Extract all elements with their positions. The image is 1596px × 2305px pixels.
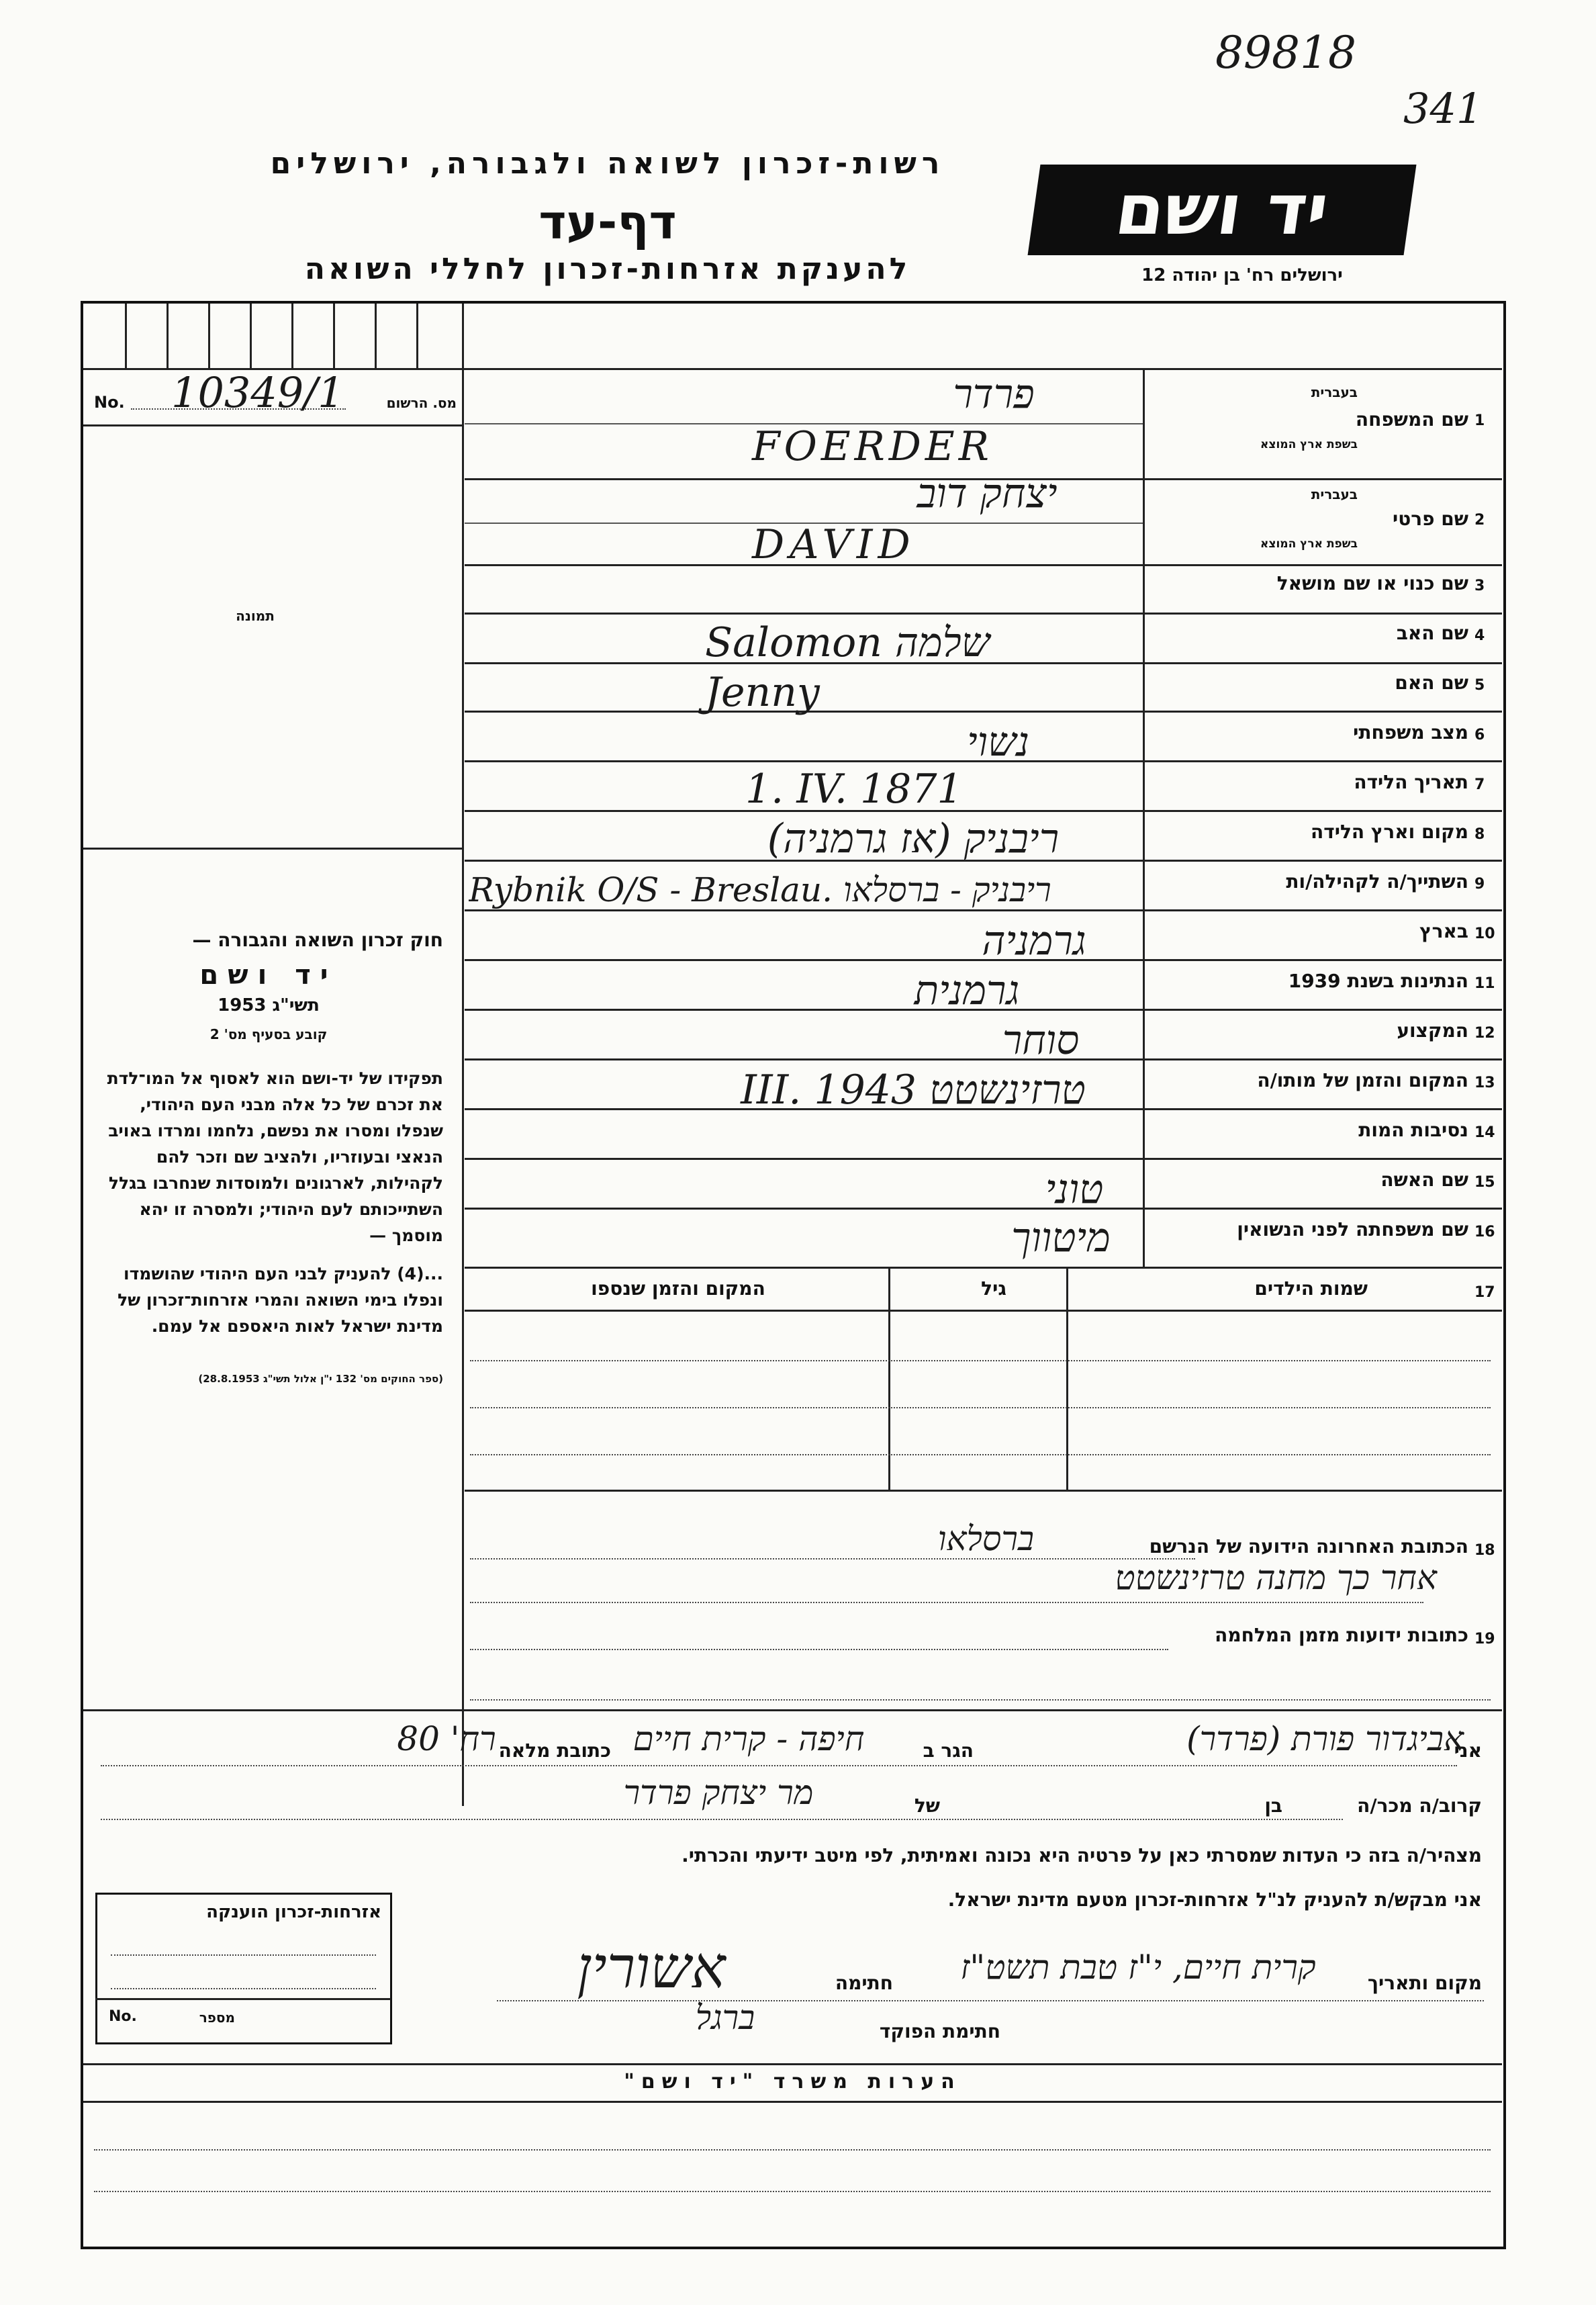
field-number: 10 <box>1474 925 1495 942</box>
alias-label: שם כנוי או שם מושאל <box>1276 572 1468 594</box>
country-value: גרמניה <box>982 917 1086 964</box>
children-place-header: המקום והזמן שנספו <box>591 1277 765 1300</box>
citizenship-number-label: מספר <box>199 2009 235 2026</box>
marital-status-value: נשוי <box>967 719 1030 766</box>
page-number: 341 <box>1403 84 1483 133</box>
wartime-address-label: כתובות ידועות מזמן המלחמה <box>1215 1624 1468 1646</box>
family-name-label: שם המשפחה <box>1355 408 1468 431</box>
office-notes-title: הערות משרד "יד ושם" <box>624 2070 961 2093</box>
official-signature-label: חתימת הפוקד <box>879 2020 1000 2042</box>
profession-value: סוחר <box>1002 1017 1080 1064</box>
signature-label: חתימה <box>835 1972 893 1994</box>
first-name-hebrew-value: יצחק דוב <box>917 470 1058 517</box>
field-number: 12 <box>1474 1025 1495 1042</box>
field-number: 18 <box>1474 1542 1495 1559</box>
first-name-origin-sub: בשפת ארץ המוצא <box>1260 537 1358 551</box>
father-name-value: Salomon שלמה <box>705 619 990 666</box>
photo-label: תמונה <box>236 608 275 624</box>
law-title: חוק זכרון השואה והגבורה — <box>192 929 443 951</box>
death-place-date-value: טרזינשטט III. 1943 <box>741 1067 1086 1114</box>
wife-name-value: טוני <box>1045 1166 1104 1213</box>
mother-name-label: שם האם <box>1395 672 1468 694</box>
field-number: 7 <box>1474 776 1485 793</box>
country-label: בארץ <box>1419 920 1468 942</box>
authority-name: רשות-זכרון לשואה ולגבורה, ירושלים <box>270 146 945 181</box>
field-number: 19 <box>1474 1631 1495 1647</box>
birth-place-value: ריבניק (אז גרמניה) <box>767 815 1060 862</box>
full-address-label: כתובת מלאה <box>498 1739 611 1762</box>
resides-label: הגר ב <box>923 1739 974 1762</box>
law-text-2: ...(4) להעניק לבני העם היהודי שהושמדו ונפלו בימי השואה והמרי אזרחות־זכרון של מדינת ישראל לאות היאספם אל עמם. <box>118 1264 443 1336</box>
last-address-value-2: אחר כך מחנה טרזינשטט <box>1115 1558 1437 1597</box>
father-name-label: שם האב <box>1396 622 1468 644</box>
last-address-value-1: ברסלאו <box>937 1519 1034 1558</box>
birth-place-label: מקום וארץ הלידה <box>1311 821 1468 843</box>
law-clause: קובע בסעיף מס' 2 <box>209 1026 328 1042</box>
residence-value: חיפה - קרית חיים <box>632 1719 865 1758</box>
law-footnote: (ספר החוקים מס' 132 י"ן אלול תשי"ג 28.8.1953) <box>198 1373 443 1385</box>
field-number: 1 <box>1474 412 1485 429</box>
law-text-1: תפקידו של יד-ושם הוא לאסוף אל המו־לדת את זכרם של כל אלה מבני העם היהודי, שנפלו ומסרו את נפשם, נלחמו ומרדו באויב הנאצי ובעוזריו, ולהציב שם וזכר להם לקהילות, לארגונים ולמוסדות שנחרבו בגלל השתייכותם לעם היהודי; ולמסרה זו יהא מוסמך — <box>107 1069 443 1245</box>
field-number: 17 <box>1474 1284 1495 1301</box>
archive-number: 89818 <box>1215 27 1356 79</box>
birth-date-value: 1. IV. 1871 <box>745 766 963 813</box>
field-number: 8 <box>1474 826 1485 843</box>
field-number: 3 <box>1474 578 1485 594</box>
relation-value: מר יצחק פרדר <box>623 1773 814 1812</box>
signature: אשורין <box>577 1934 726 2001</box>
first-name-label: שם פרטי <box>1392 508 1468 530</box>
community-label: השתייך/ה לקהילה/ות <box>1286 870 1468 893</box>
community-value: Rybnik O/S - Breslau. ריבניק - ברסלאו <box>469 870 1051 909</box>
declarant-name: אביגדור פורת (פרדר) <box>1186 1719 1464 1758</box>
maiden-name-value: מיטווך <box>1011 1214 1111 1261</box>
registration-no-label: No. <box>94 393 125 412</box>
registration-label: מס. הרשום <box>386 395 457 411</box>
declaration-statement-1: מצהיר/ה בזה כי העדות שמסרתי כאן על פרטיה היא נכונה ואמיתית, לפי מיטב ידיעתי והכרתי. <box>682 1844 1482 1866</box>
relation-of: של <box>914 1795 940 1817</box>
citizenship-granted-title: אזרחות-זכרון הוענקה <box>206 1902 381 1922</box>
field-number: 14 <box>1474 1124 1495 1141</box>
field-number: 6 <box>1474 727 1485 743</box>
full-address-value: רח' 80 <box>397 1719 496 1758</box>
profession-label: המקצוע <box>1397 1020 1468 1042</box>
first-name-origin-value: DAVID <box>752 521 916 568</box>
family-name-origin-value: FOERDER <box>752 423 993 470</box>
marital-status-label: מצב משפחתי <box>1353 721 1468 743</box>
place-date-label: מקום ותאריך <box>1367 1972 1482 1994</box>
place-date-value: קרית חיים, י"ז טבת תשט"ז <box>960 1948 1316 1987</box>
wife-name-label: שם האשה <box>1380 1169 1468 1191</box>
form-title: דף-עד <box>538 195 677 250</box>
yad-vashem-logo: יד ושם <box>1028 165 1417 255</box>
logo-address: ירושלים רח' בן יהודה 12 <box>1141 265 1343 285</box>
birth-date-label: תאריך הלידה <box>1354 771 1468 793</box>
nationality-value: גרמנית <box>914 967 1020 1014</box>
law-excerpt <box>94 927 443 1392</box>
family-name-origin-sub: בשפת ארץ המוצא <box>1260 438 1358 451</box>
first-name-hebrew-sub: בעברית <box>1311 486 1358 502</box>
form-subtitle: להענקת אזרחות-זכרון לחללי השואה <box>304 252 911 286</box>
registration-number: 10349/1 <box>171 368 344 417</box>
mother-name-value: Jenny <box>705 669 820 716</box>
field-number: 5 <box>1474 677 1485 694</box>
field-number: 16 <box>1474 1224 1495 1240</box>
official-signature: ברגל <box>695 1998 755 2037</box>
field-number: 11 <box>1474 975 1495 992</box>
citizenship-no-label: No. <box>109 2008 137 2025</box>
children-age-header: גיל <box>981 1277 1006 1300</box>
relation-ben: בן <box>1264 1795 1282 1817</box>
family-name-hebrew-value: פרדר <box>953 371 1035 418</box>
death-circumstances-label: נסיבות המות <box>1358 1119 1468 1141</box>
declaration-statement-2: אני מבקש/ת להעניק לנ"ל אזרחות-זכרון מטעם מדינת ישראל. <box>947 1889 1482 1911</box>
death-place-date-label: המקום והזמן של מותו/ה <box>1257 1069 1468 1091</box>
declarant-label: אני <box>1454 1739 1482 1762</box>
law-year: תשי"ג 1953 <box>218 995 320 1015</box>
relation-label: קרוב/ה מכר/ה <box>1357 1795 1482 1817</box>
field-number: 2 <box>1474 512 1485 529</box>
field-number: 4 <box>1474 627 1485 644</box>
field-number: 13 <box>1474 1075 1495 1091</box>
field-number: 15 <box>1474 1174 1495 1191</box>
family-name-hebrew-sub: בעברית <box>1311 384 1358 400</box>
field-number: 9 <box>1474 876 1485 893</box>
law-name: יד ושם <box>199 960 338 991</box>
nationality-label: הנתינות בשנת 1939 <box>1288 970 1468 992</box>
maiden-name-label: שם משפחתה לפני הנשואין <box>1237 1218 1468 1240</box>
children-names-header: שמות הילדים <box>1254 1277 1368 1300</box>
last-address-label: הכתובת האחרונה הידועה של הנרשם <box>1149 1535 1468 1557</box>
